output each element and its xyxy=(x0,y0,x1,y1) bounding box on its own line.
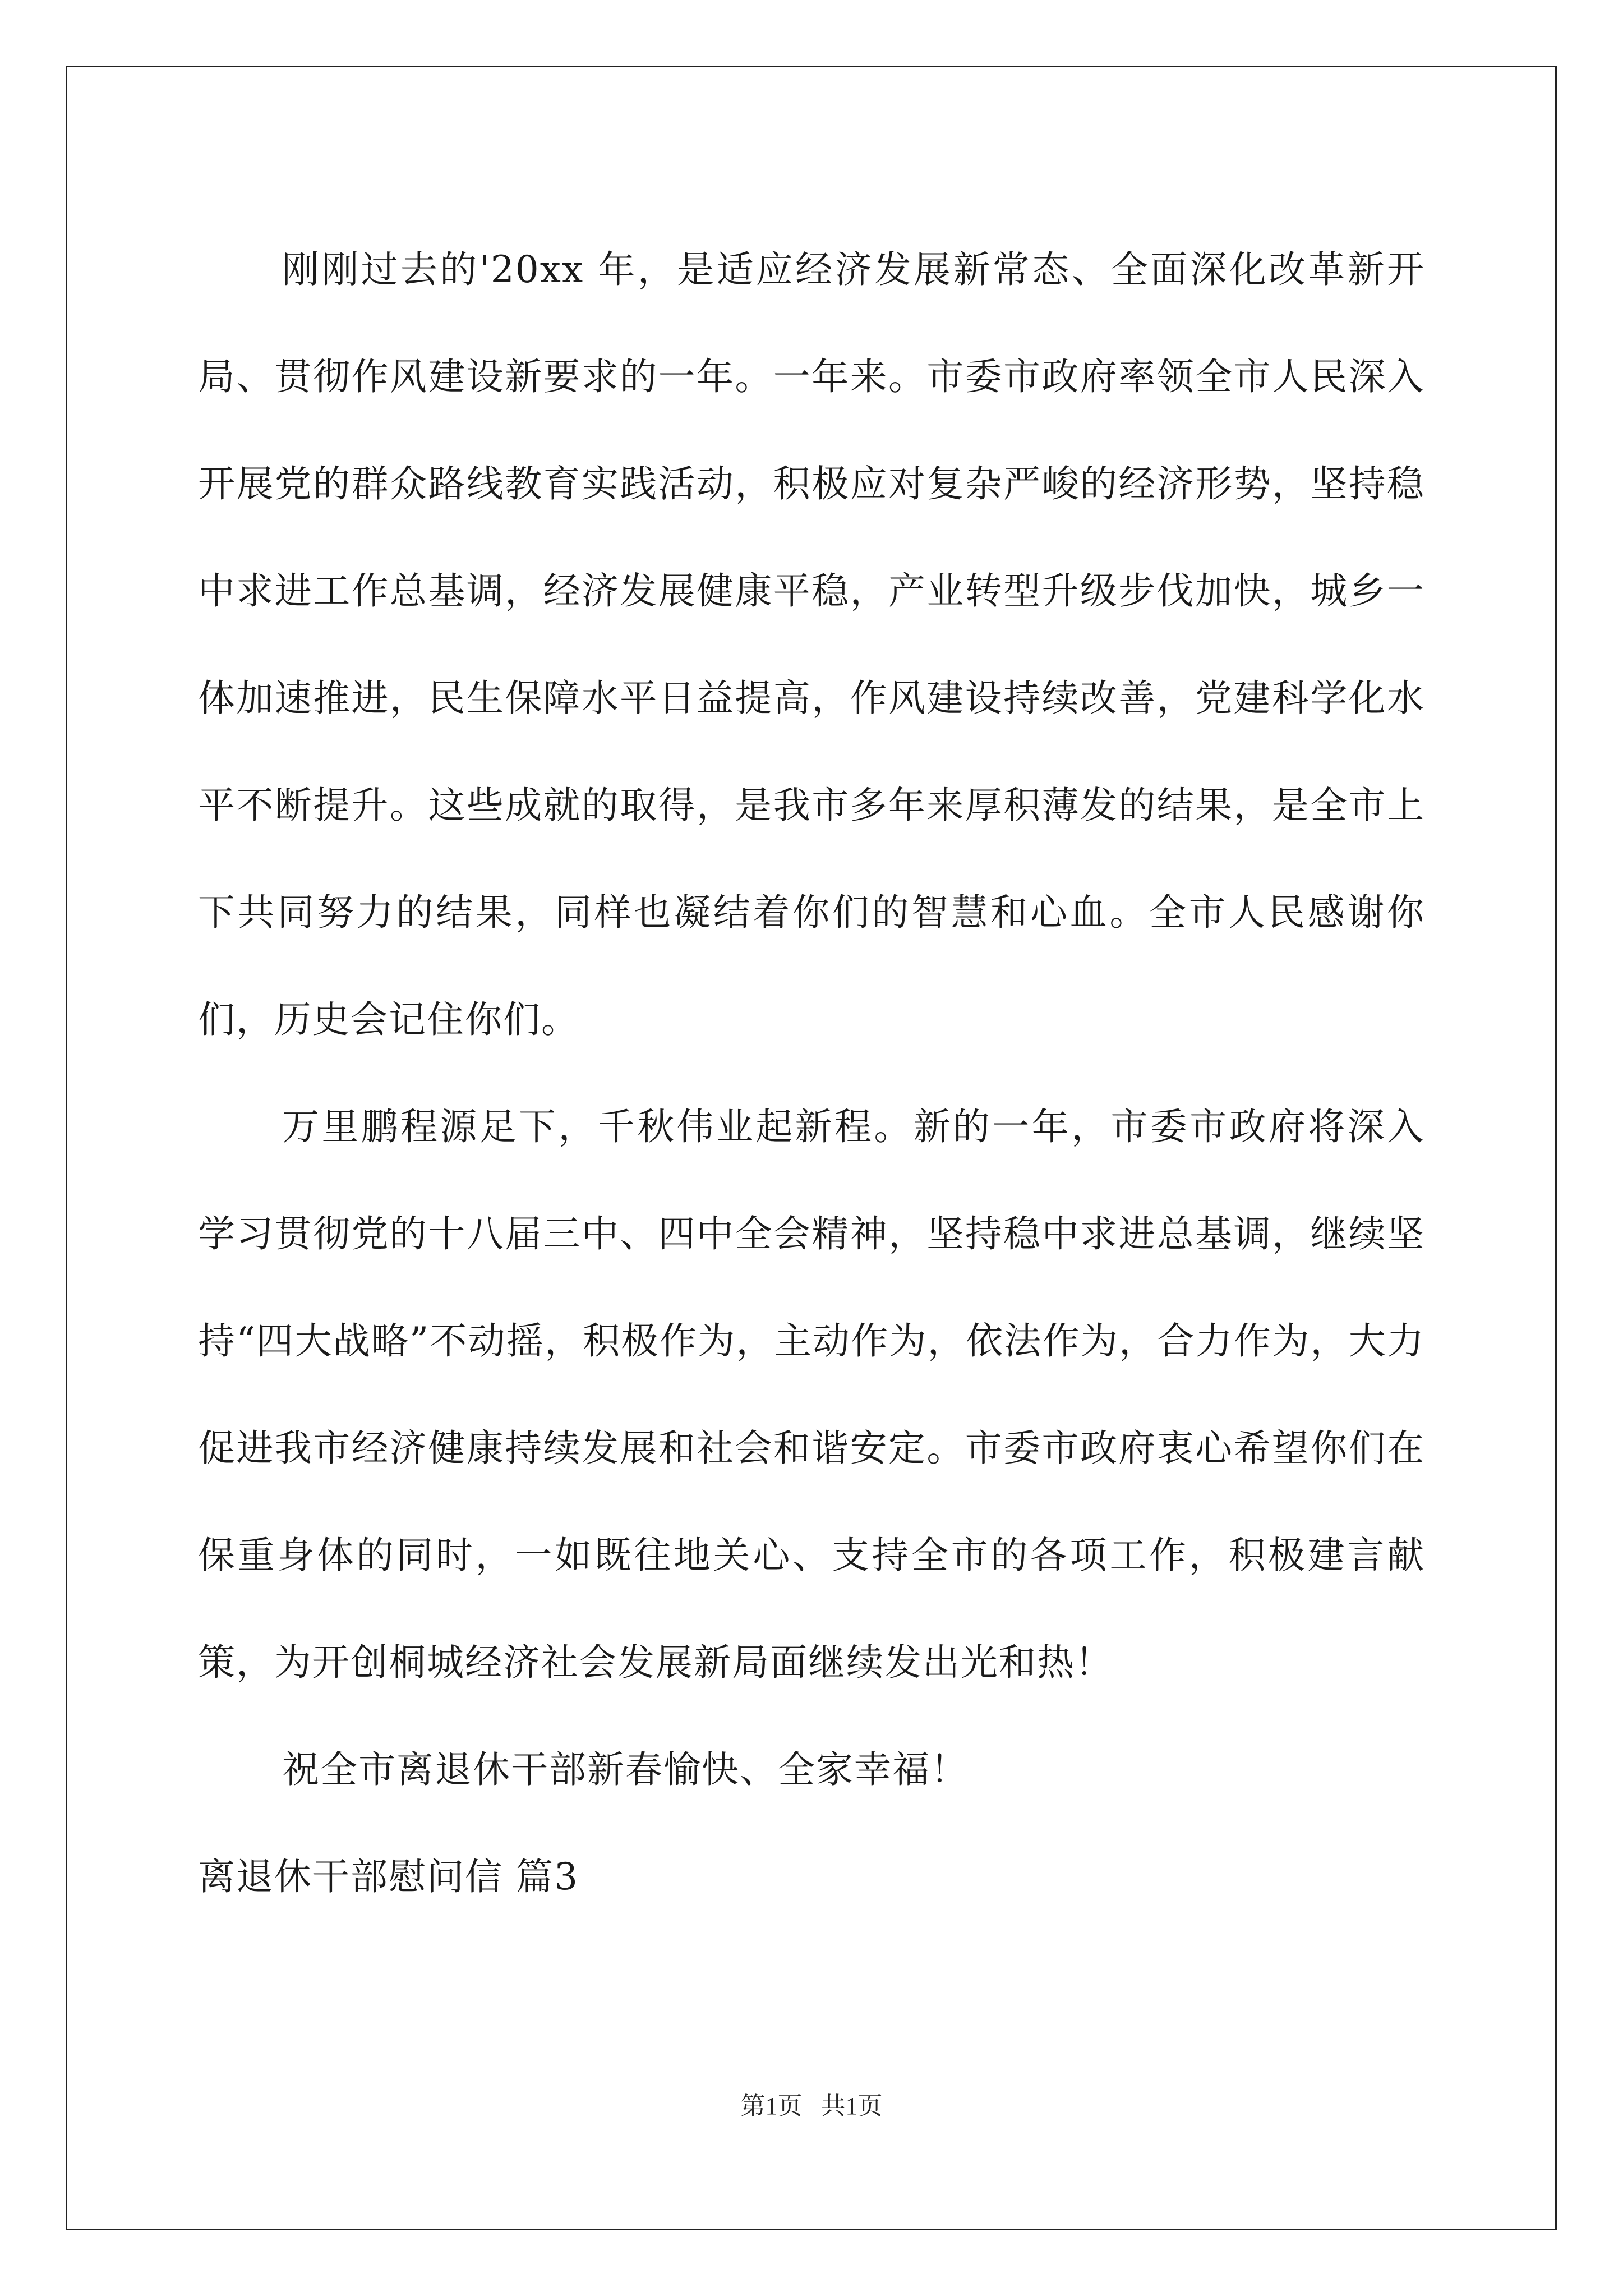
paragraph-3: 祝全市离退休干部新春愉快、全家幸福！ xyxy=(282,1748,969,1791)
section-heading: 离退休干部慰问信 篇3 xyxy=(198,1855,579,1898)
document-body xyxy=(198,216,1425,1930)
paragraph-1: 刚刚过去的'20xx 年，是适应经济发展新常态、全面深化改革新开局、贯彻作风建设新要求的一年。一年来。市委市政府率领全市人民深入开展党的群众路线教育实践活动，积极应对复杂严峻的经济形势，坚持稳中求进工作总基调，经济发展健康平稳，产业转型升级步伐加快，城乡一体加速推进，民生保障水平日益提高，作风建设持续改善，党建科学化水平不断提升。这些成就的取得，是我市多年来厚积薄发的结果，是全市上下共同努力的结果，同样也凝结着你们的智慧和心血。全市人民感谢你们，历史会记住你们。 xyxy=(198,248,1425,1041)
page-footer: 第1页 共1页 xyxy=(740,2092,883,2120)
paragraph-2: 万里鹏程源足下，千秋伟业起新程。新的一年，市委市政府将深入学习贯彻党的十八届三中、四中全会精神，坚持稳中求进总基调，继续坚持“四大战略”不动摇，积极作为，主动作为，依法作为，合力作为，大力促进我市经济健康持续发展和社会和谐安定。市委市政府衷心希望你们在保重身体的同时，一如既往地关心、支持全市的各项工作，积极建言献策，为开创桐城经济社会发展新局面继续发出光和热！ xyxy=(198,1105,1425,1684)
